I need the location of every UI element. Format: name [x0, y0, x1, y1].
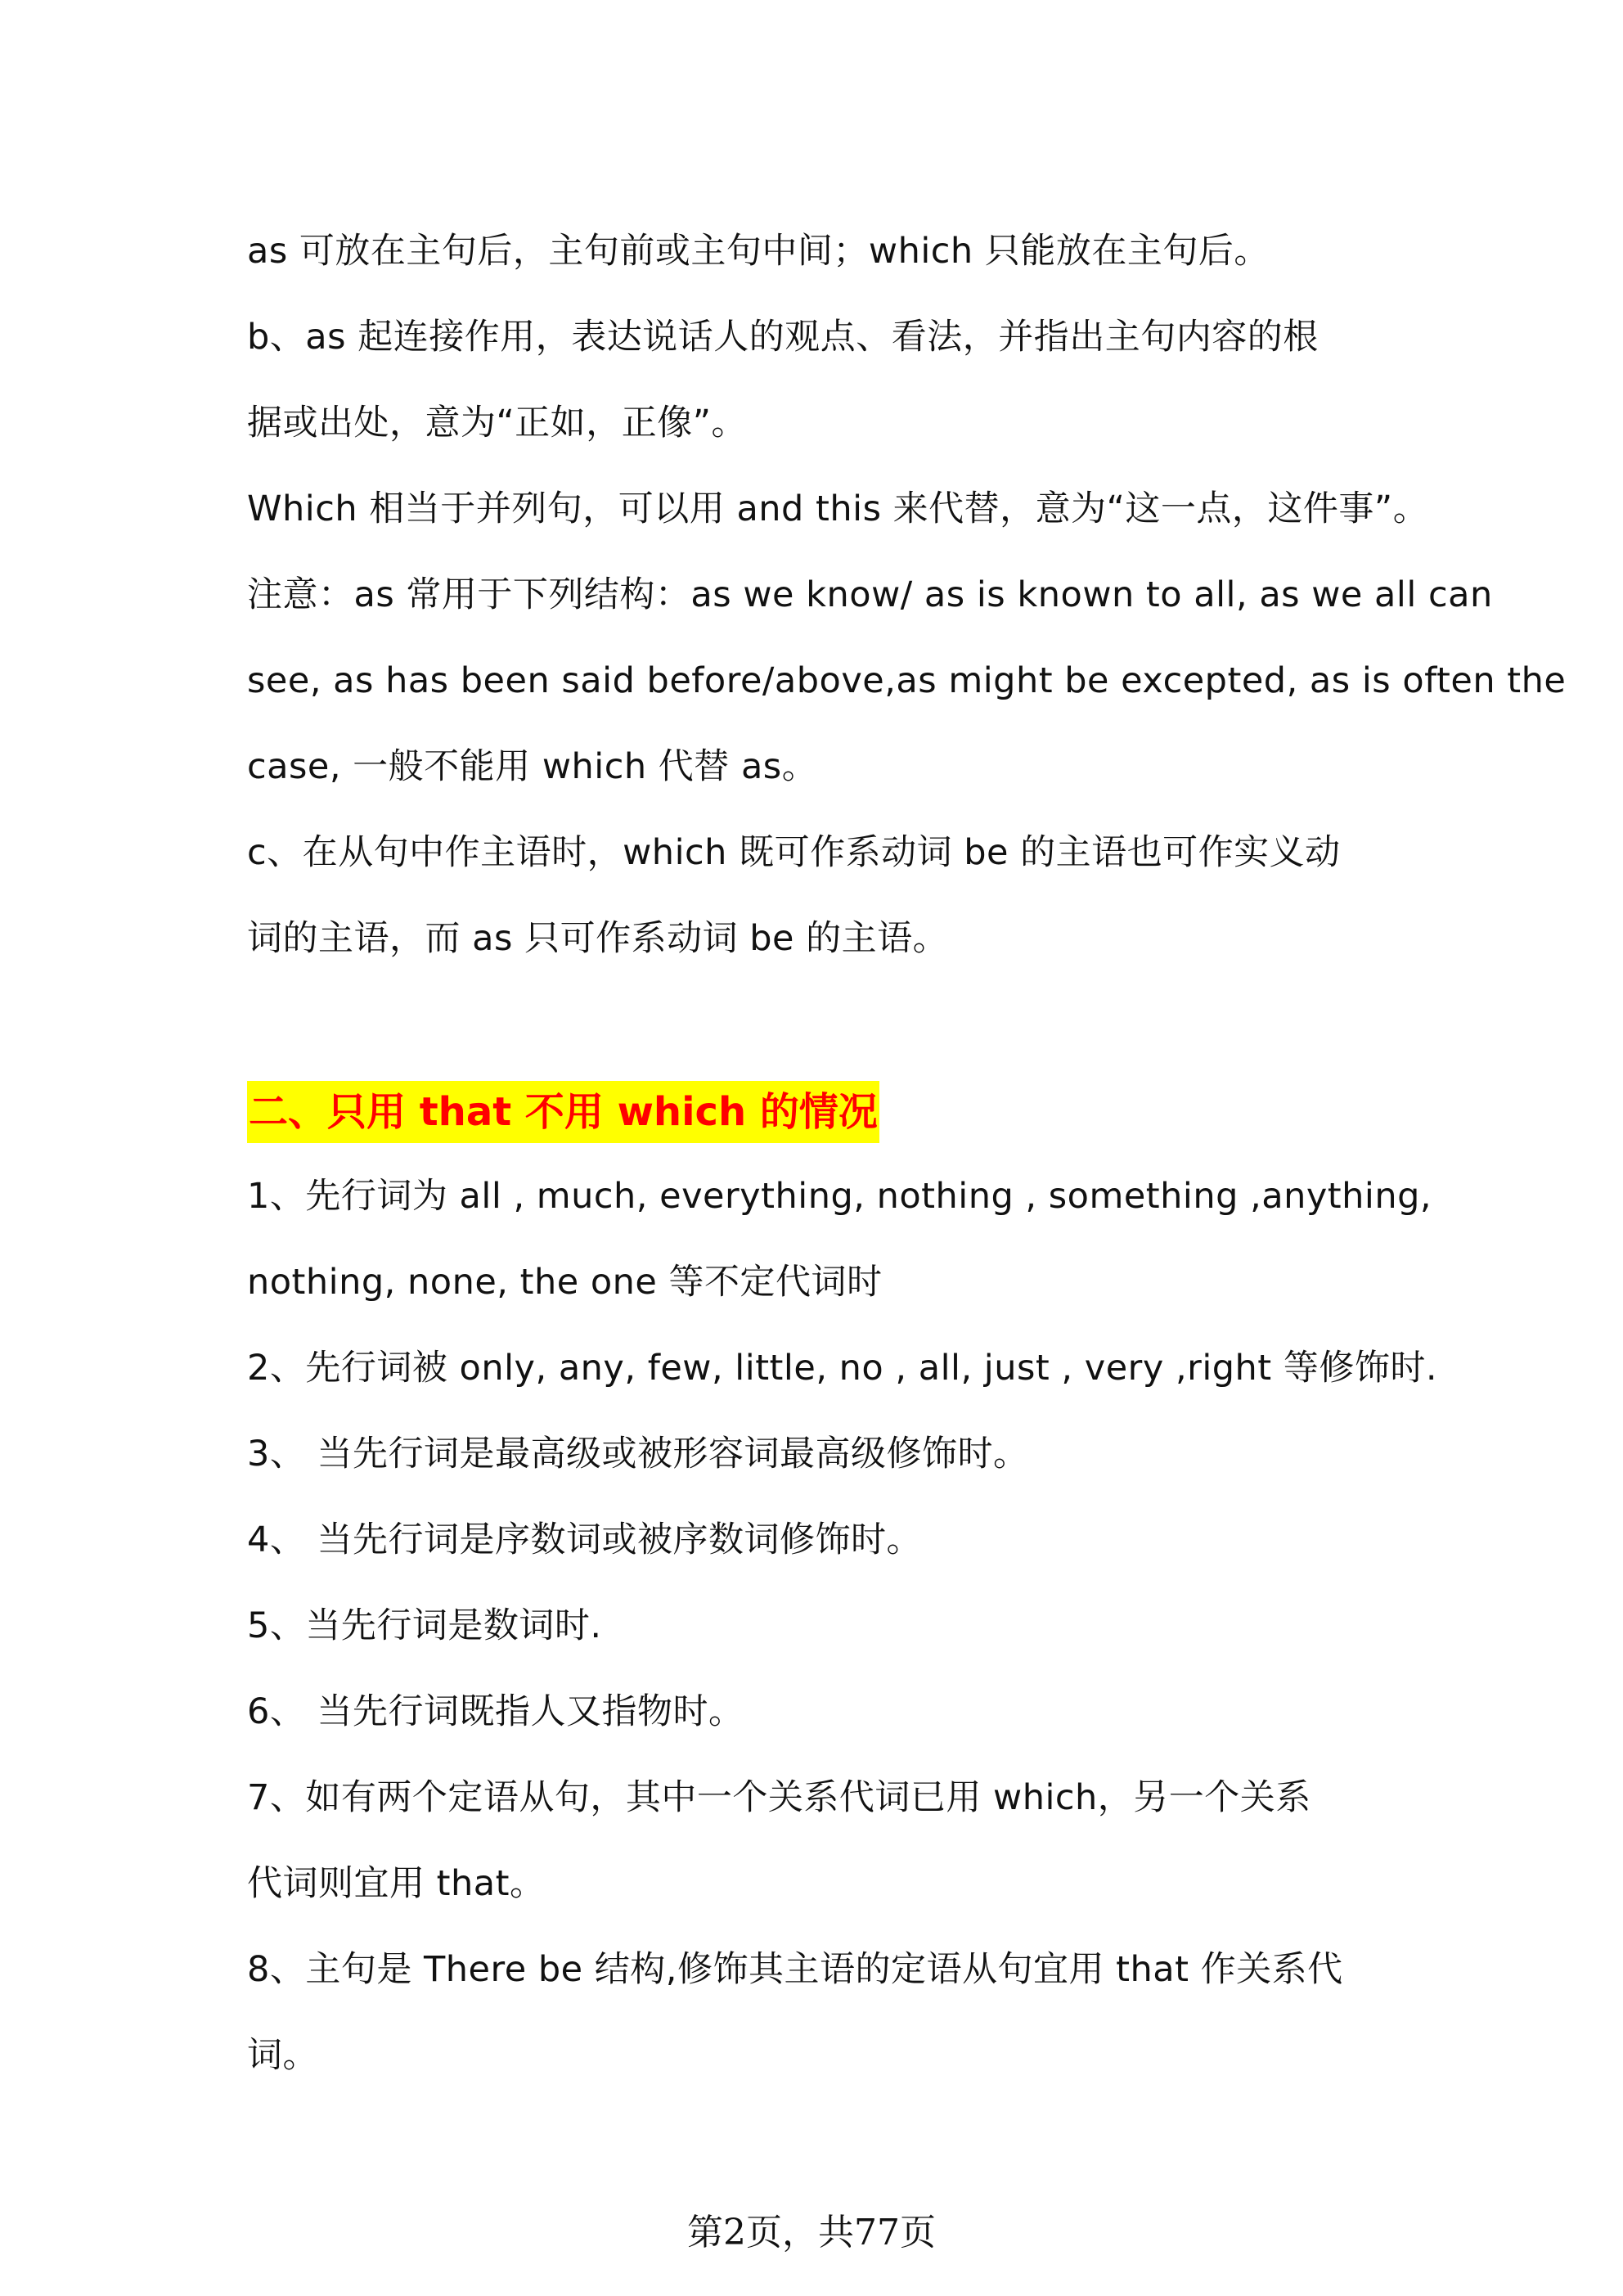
paragraph-line: see, as has been said before/above,as might be excepted, as is often the	[247, 660, 1567, 701]
paragraph-line: 词的主语，而 as 只可作系动词 be 的主语。	[247, 918, 949, 959]
list-item-line: 5、当先行词是数词时.	[247, 1605, 602, 1646]
list-item-line: 6、 当先行词既指人又指物时。	[247, 1691, 744, 1732]
paragraph-line: Which 相当于并列句，可以用 and this 来代替，意为“这一点，这件事”。	[247, 488, 1429, 529]
section-heading-row	[247, 1068, 1392, 1154]
paragraph-line: c、在从句中作主语时，which 既可作系动词 be 的主语也可作实义动	[247, 832, 1341, 873]
paragraph-line: as 可放在主句后，主句前或主句中间；which 只能放在主句后。	[247, 231, 1270, 272]
page-number-footer: 第2页，共77页	[687, 2212, 936, 2253]
list-item-line: 8、主句是 There be 结构,修饰其主语的定语从句宜用 that 作关系代	[247, 1949, 1343, 1990]
paragraph-line: b、as 起连接作用，表达说话人的观点、看法，并指出主句内容的根	[247, 317, 1319, 358]
list-item-line: 代词则宜用 that。	[247, 1863, 546, 1904]
section-gap	[247, 982, 1392, 1068]
list-item-line: 1、先行词为 all , much, everything, nothing , something ,anything,	[247, 1176, 1432, 1217]
list-item-line: 词。	[247, 2035, 318, 2076]
list-item-line: nothing, none, the one 等不定代词时	[247, 1262, 883, 1303]
paragraph-line: case, 一般不能用 which 代替 as。	[247, 746, 818, 787]
paragraph-line: 据或出处，意为“正如，正像”。	[247, 403, 748, 443]
paragraph-line: 注意：as 常用于下列结构：as we know/ as is known to all, as we all can	[247, 574, 1493, 615]
list-item-line: 2、先行词被 only, any, few, little, no , all, just , very ,right 等修饰时.	[247, 1348, 1438, 1389]
list-item-line: 7、如有两个定语从句，其中一个关系代词已用 which，另一个关系	[247, 1777, 1311, 1818]
list-item-line: 3、 当先行词是最高级或被形容词最高级修饰时。	[247, 1434, 1029, 1474]
section-heading: 二、只用 that 不用 which 的情况	[247, 1081, 879, 1143]
page-content	[247, 209, 1567, 2099]
list-item-line: 4、 当先行词是序数词或被序数词修饰时。	[247, 1519, 923, 1560]
